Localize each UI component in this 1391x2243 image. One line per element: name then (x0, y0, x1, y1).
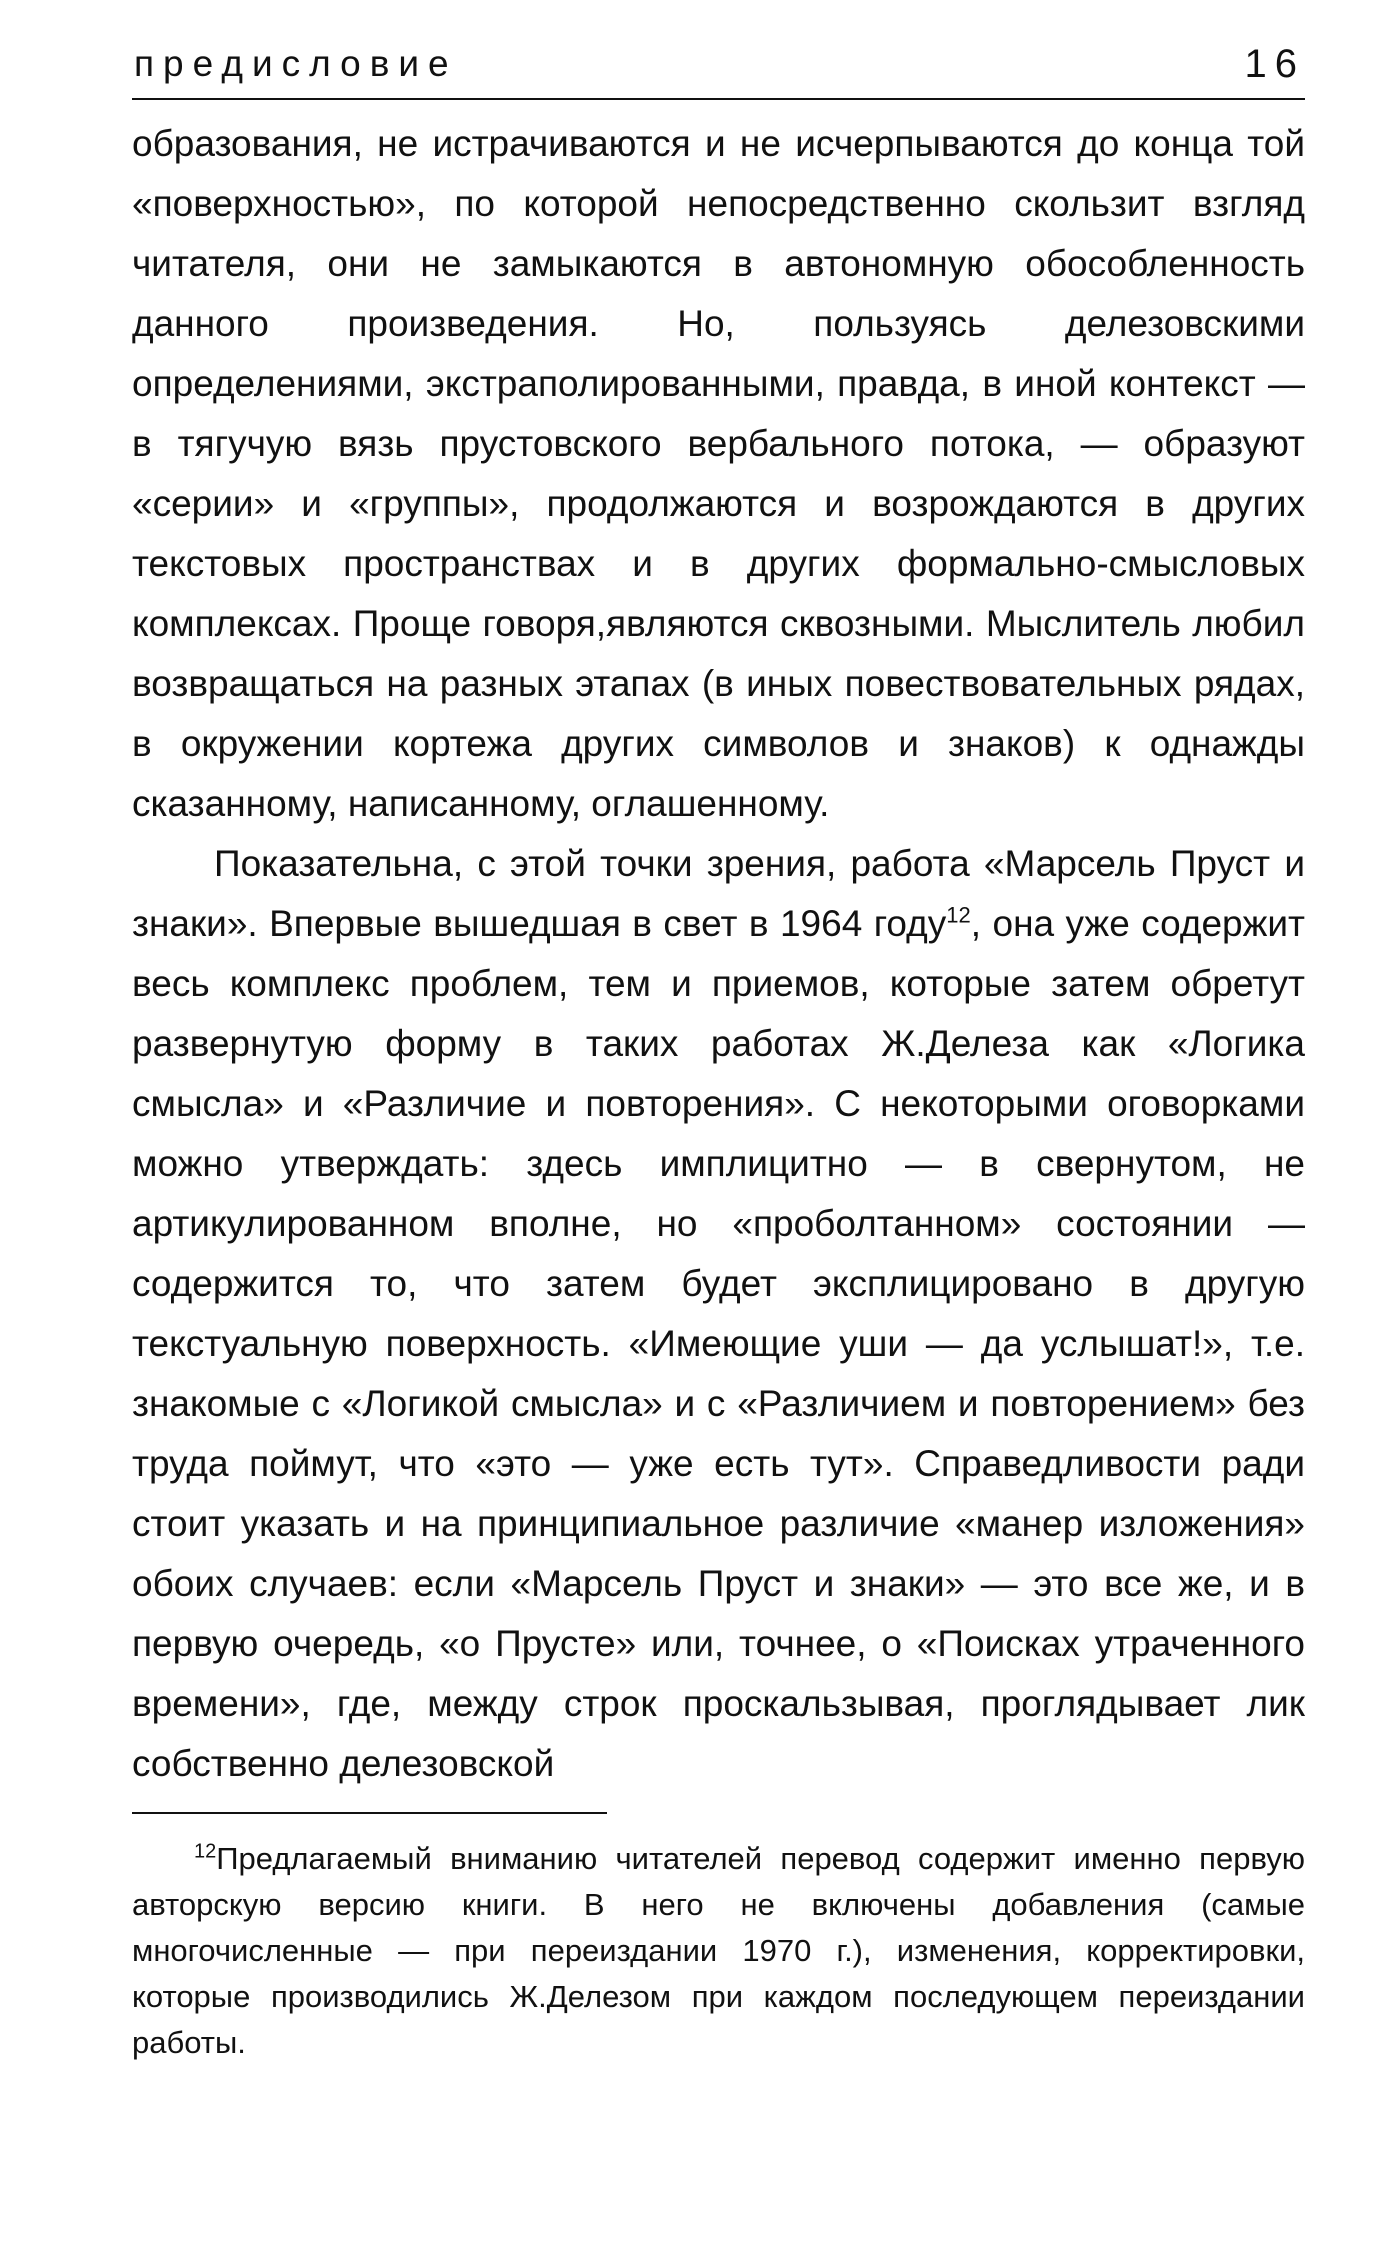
paragraph-2-start: Показательна, с этой точки зрения, работа «Марсель Пруст и знаки». Впервые вышедшая в свет в 1964 году (132, 843, 1305, 944)
main-text (132, 114, 1305, 1794)
book-page (132, 40, 1305, 2066)
paragraph-1: образования, не истрачиваются и не исчерпываются до конца той «поверхностью», по которой непосредственно скользит взгляд читателя, они не замыкаются в автономную обособленность данного произведения. Но, пользуясь делезовскими определениями, экстраполированными, правда, в иной контекст — в тягучую вязь прустовского вербального потока, — образуют «серии» и «группы», продолжаются и возрождаются в других текстовых пространствах и в других формально-смысловых комплексах. Проще говоря,являются сквозными. Мыслитель любил возвращаться на разных этапах (в иных повествовательных рядах, в окружении кортежа других символов и знаков) к однажды сказанному, написанному, оглашенному. (132, 123, 1305, 824)
footnote-reference: 12 (946, 902, 971, 928)
paragraph-2-rest: , она уже содержит весь комплекс проблем, тем и приемов, которые затем обретут развернутую форму в таких работах Ж.Делеза как «Логика смысла» и «Различие и повторения». С некоторыми оговорками можно утверждать: здесь имплицитно — в свернутом, не артикулированном вполне, но «проболтанном» состоянии — содержится то, что затем будет эксплицировано в другую текстуальную поверхность. «Имеющие уши — да услышат!», т.е. знакомые с «Логикой смысла» и с «Различием и повторением» без труда поймут, что «это — уже есть тут». Справедливости ради стоит указать и на принципиальное различие «манер изложения» обоих случаев: если «Марсель Пруст и знаки» — это все же, и в первую очередь, «о Прусте» или, точнее, о «Поисках утраченного времени», где, между строк проскальзывая, проглядывает лик собственно делезовской (132, 903, 1305, 1784)
running-title: предисловие (134, 43, 458, 84)
paragraph-2 (132, 834, 1305, 1794)
footnote (132, 1836, 1305, 2066)
footnote-divider (132, 1812, 607, 1814)
footnote-marker: 12 (194, 1840, 217, 1863)
running-header (132, 40, 1305, 100)
footnote-text: Предлагаемый вниманию читателей перевод содержит именно первую авторскую версию книги. В него не включены добавления (самые многочисленные — при переиздании 1970 г.), изменения, корректировки, которые производились Ж.Делезом при каждом последующем переиздании работы. (132, 1841, 1305, 2060)
page-number: 16 (1244, 42, 1305, 86)
